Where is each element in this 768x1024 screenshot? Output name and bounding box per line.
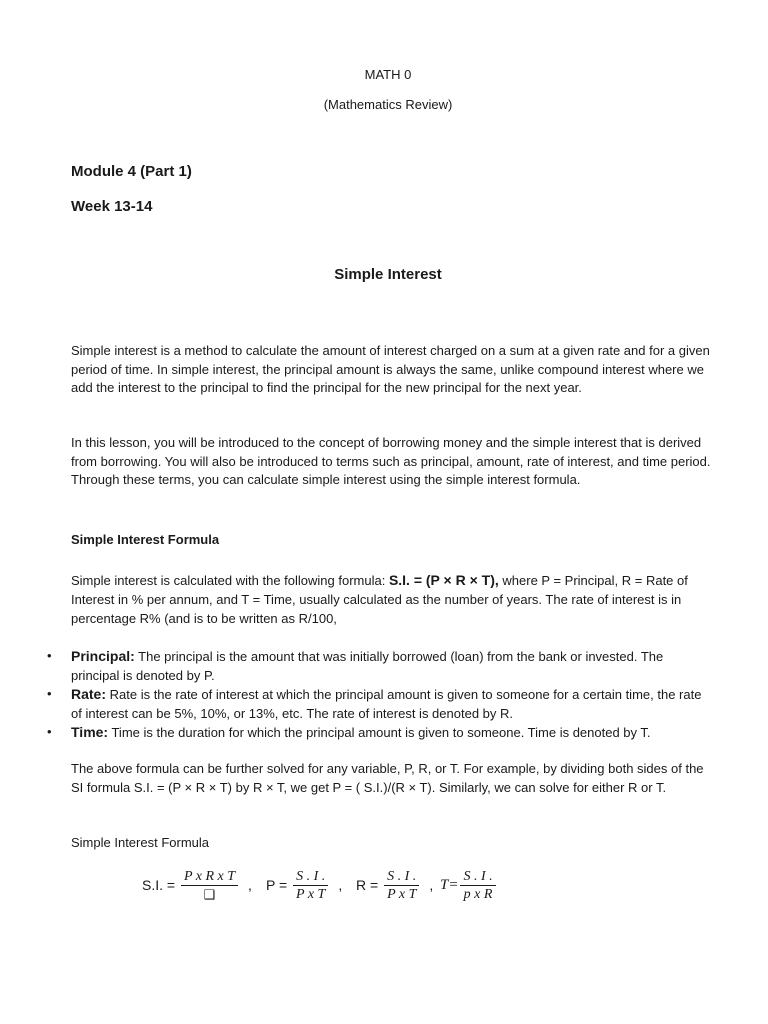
t-equation	[440, 860, 498, 910]
list-item	[71, 723, 711, 743]
r-denominator: P x T	[387, 886, 417, 902]
t-label: T=	[440, 876, 459, 893]
course-code: MATH 0	[364, 67, 412, 82]
term-principal-text: The principal is the amount that was initially borrowed (loan) from the bank or invested. The principal is denoted by P.	[71, 649, 664, 683]
r-numerator: S . I .	[384, 868, 419, 886]
list-item	[71, 647, 711, 685]
t-denominator: p x R	[463, 886, 493, 902]
term-time: Time:	[71, 724, 109, 740]
intro-paragraph: Simple interest is a method to calculate the amount of interest charged on a sum at a given rate and for a given period of time. In simple interest, the principal amount is always the same, unlike compound interest where we add the interest to the principal to find the principal for the new principal for the next year.	[71, 343, 710, 395]
list-item	[71, 685, 711, 723]
formula-lead-b: calculated with the following formula:	[173, 573, 389, 588]
si-equation	[142, 860, 252, 910]
r-label: R =	[356, 877, 383, 893]
solving-paragraph: The above formula can be further solved for any variable, P, R, or T. For example, by dividing both sides of the SI formula S.I. = (P × R × T) by R × T, we get P = ( S.I.)/(R × T). Similarly, we can solve for either R or T.	[71, 761, 704, 795]
p-equation	[266, 860, 342, 910]
p-numerator: S . I .	[293, 868, 328, 886]
p-fraction	[293, 868, 328, 903]
course-subtitle: (Mathematics Review)	[323, 97, 453, 112]
p-label: P =	[266, 877, 292, 893]
separator: ,	[429, 877, 434, 893]
term-principal: Principal:	[71, 648, 135, 664]
si-numerator: P x R x T	[181, 868, 238, 886]
terms-list	[71, 647, 711, 743]
term-time-text: Time is the duration for which the principal amount is given to someone. Time is denoted by T.	[108, 725, 651, 740]
separator: ,	[338, 877, 343, 893]
t-numerator: S . I .	[460, 868, 495, 886]
separator: ,	[248, 877, 252, 893]
lesson-title: Simple Interest	[334, 266, 442, 283]
r-fraction	[384, 868, 419, 903]
term-rate: Rate:	[71, 686, 107, 702]
placeholder-box-icon: ❑	[203, 886, 216, 902]
lesson-paragraph: In this lesson, you will be introduced to the concept of borrowing money and the simple interest that is derived from borrowing. You will also be introduced to terms such as principal, amount, rate of interest, and time period. Through these terms, you can calculate simple interest using the simple interest formula.	[71, 435, 711, 487]
module-title: Module 4 (Part 1)	[71, 163, 192, 180]
si-label: S.I. =	[142, 877, 179, 893]
formula-paragraph	[71, 571, 711, 629]
formula-rest: where P = Principal, R = Rate of Interest in % per annum, and T = Time, usually calculated as the number of years. The rate of interest is in percentage R% (and is to be written as R/100,	[71, 573, 688, 627]
formulas-label: Simple Interest Formula	[71, 835, 209, 850]
formula-lead-a: Simple interest is	[71, 573, 174, 588]
formula-row	[0, 860, 768, 920]
si-formula: S.I. = (P × R × T),	[388, 572, 499, 588]
term-rate-text: Rate is the rate of interest at which the principal amount is given to someone for a certain time, the rate of interest can be 5%, 10%, or 13%, etc. The rate of interest is denoted by R.	[71, 687, 702, 721]
si-fraction	[181, 868, 238, 903]
formula-section-heading: Simple Interest Formula	[71, 532, 220, 547]
p-denominator: P x T	[296, 886, 326, 902]
week-label: Week 13-14	[71, 198, 153, 215]
r-equation	[356, 860, 433, 910]
t-fraction	[460, 868, 495, 903]
